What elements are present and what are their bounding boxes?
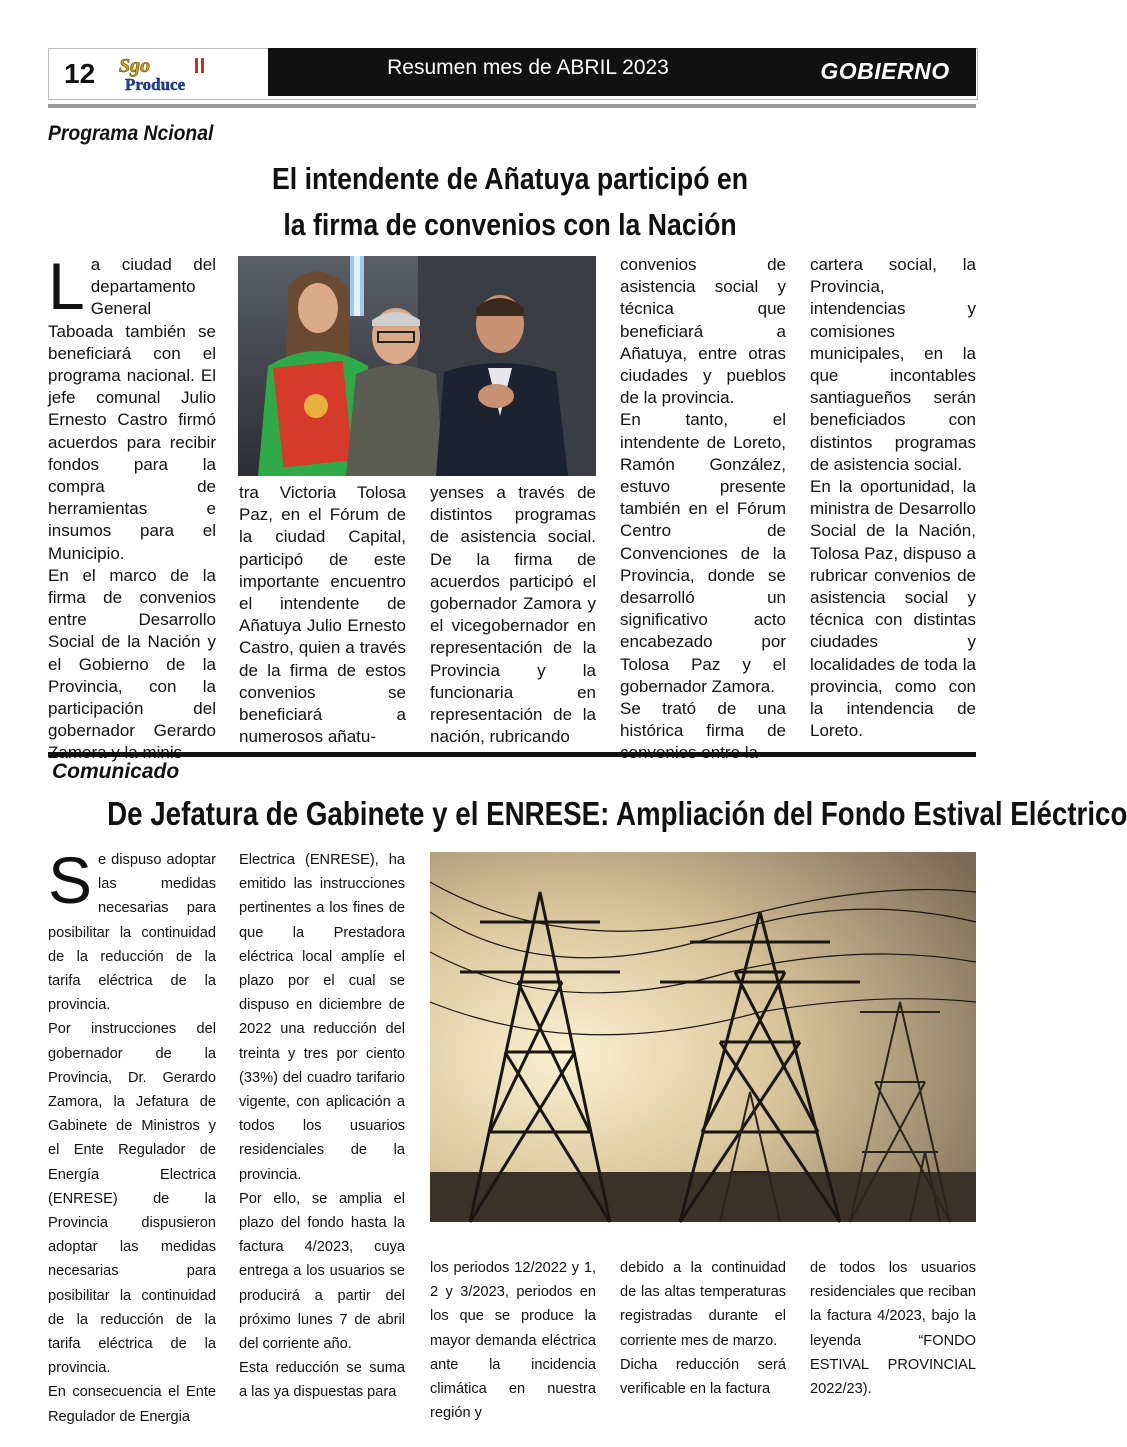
article1-paragraph-7: Se trató de una histórica firma de (620, 699, 786, 741)
article1-paragraph-8: cartera social, la Provincia, intendencias y comisiones municipales, en la que incontables santiagueños serán beneficiados con distintos programas de asistencia social. (810, 255, 976, 474)
section-label-comunicado: Comunicado (52, 760, 180, 783)
header-rule (48, 104, 976, 108)
article1-column-5 (810, 254, 976, 742)
article2-column-5 (810, 1256, 976, 1401)
logo-word-produce: Produce (125, 75, 186, 94)
article2-paragraph-6: Esta reducción se suma a las ya dispuestas para (239, 1360, 405, 1401)
article1-column-2 (239, 482, 406, 748)
article2-paragraph-4: Electrica (ENRESE), ha emitido las instrucciones pertinentes a los fines de que la Prestadora eléctrica local amplíe el plazo por el cual se dispuso en diciembre de 2022 una reducción del treinta y tres por ciento (33%) del cuadro tarifario vigente, con aplicación a todos los usuarios residenciales de la provincia. (239, 852, 405, 1183)
article2-paragraph-9: Dicha reducción será verificable en la factura (620, 1356, 786, 1398)
article2-paragraph-10: de todos los usuarios residenciales que reciban la factura 4/2023, bajo la leyenda “FONDO ESTIVAL PROVINCIAL 2022/23). (810, 1260, 976, 1398)
article1-dropcap: L (48, 249, 85, 323)
article2-headline: De Jefatura de Gabinete y el ENRESE: Ampliación del Fondo Estival Eléctrico (107, 795, 1127, 832)
article2-column-4 (620, 1256, 786, 1401)
article2-paragraph-2: Por instrucciones del gobernador de la Provincia, Dr. Gerardo Zamora, la Jefatura de Gabinete de Ministros y el Ente Regulador de Energía Electrica (ENRESE) de la Provincia dispusieron adoptar las medidas necesarias para posibilitar la continuidad de la reducción de la tarifa eléctrica de la provincia. (48, 1021, 216, 1377)
article2-paragraph-8: debido a la continuidad de las altas temperaturas registradas durante el corriente mes de marzo. (620, 1260, 786, 1349)
article1-headline (243, 156, 776, 248)
article1-paragraph-6: En tanto, el intendente de Loreto, Ramón González, estuvo presente también en el Fórum Centro de Convenciones de la Provincia, donde se desarrolló un significativo acto encabezado por Tolosa Paz y el gobernador Zamora. (620, 410, 786, 696)
article1-paragraph-3: tra Victoria Tolosa Paz, en el Fórum de la ciudad Capital, participó de este importante encuentro el intendente de Añatuya Julio Ernesto Castro, quien a través de la firma de estos convenios se beneficiará a numerosos añatu- (239, 483, 406, 747)
page-number: 12 (64, 58, 96, 89)
article-divider (48, 752, 976, 757)
logo-word-sgo: Sgo (119, 55, 151, 77)
article1-photo (238, 256, 596, 476)
article2-paragraph-1: e dispuso adoptar las medidas necesarias para posibilitar la continuidad de la reducción de la tarifa eléctrica de la provincia. (48, 852, 216, 1014)
article1-paragraph-1: a ciudad del departamento General Taboada también se beneficiará con el programa nacional. El jefe comunal Julio Ernesto Castro firmó acuerdos para recibir fondos para la compra de herramientas e insumos para el Municipio. (48, 255, 216, 563)
article1-column-3 (430, 482, 596, 748)
article1-column-1 (48, 249, 216, 765)
sgo-produce-logo (115, 54, 257, 94)
article2-power-lines-photo (430, 852, 976, 1222)
article2-paragraph-3: En consecuencia el Ente Regulador de Energia (48, 1384, 216, 1425)
article1-paragraph-9: En la oportunidad, la ministra de Desarrollo Social de la Nación, Tolosa Paz, dispuso a rubricar convenios de asistencia social y técnica con distintas ciudades y localidades de toda la provincia, como con la intendencia de Loreto. (810, 477, 976, 741)
article1-paragraph-5: convenios de asistencia social y técnica que beneficiará a Añatuya, entre otras ciudades y pueblos de la provincia. (620, 255, 786, 408)
article2-column-1 (48, 843, 216, 1429)
article1-paragraph-2: En el marco de la firma de convenios entre Desarrollo Social de la Nación y el Gobierno de la Provincia, con la participación del gobernador Gerardo (48, 565, 216, 741)
section-label-programa: Programa Ncional (48, 122, 214, 145)
article1-headline-line2: la firma de convenios con la Nación (283, 207, 737, 242)
article1-column-4 (620, 254, 786, 765)
issue-title: Resumen mes de ABRIL 2023 (387, 56, 669, 79)
section-title: GOBIERNO (820, 58, 950, 84)
article2-column-2 (239, 848, 405, 1405)
article2-dropcap: S (48, 843, 93, 917)
article2-paragraph-5: Por ello, se amplia el plazo del fondo hasta la factura 4/2023, cuya entrega a los usuarios se producirá a partir del próximo lunes 7 de abril del corriente año. (239, 1190, 405, 1353)
article1-headline-line1: El intendente de Añatuya participó en (271, 161, 749, 196)
article2-paragraph-7: los periodos 12/2022 y 1, 2 y 3/2023, periodos en los que se produce la mayor demanda eléctrica ante la incidencia climática en nuestra región y (430, 1260, 596, 1422)
article1-paragraph-4: yenses a través de distintos programas de asistencia social. De la firma de acuerdos participó el gobernador Zamora y el vicegobernador en representación de la Provincia y la funcionaria en representación de la nación, rubricando (430, 483, 596, 747)
article2-column-3 (430, 1256, 596, 1425)
